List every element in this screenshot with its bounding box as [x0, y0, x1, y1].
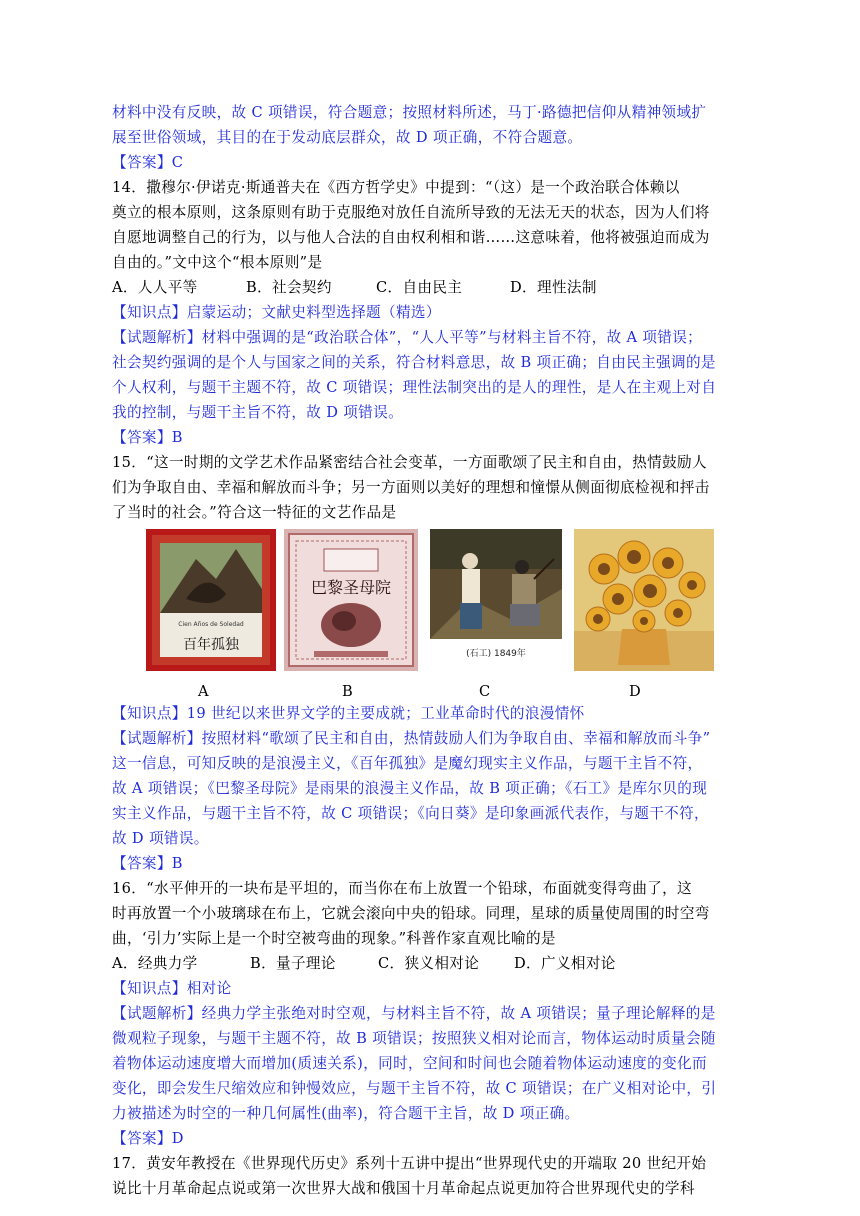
q16-stem-line: 时再放置一个小玻璃球在布上，它就会滚向中央的铅球。同理，星球的质量使周围的时空弯	[112, 905, 710, 922]
q16-option-c[interactable]: C．狭义相对论	[378, 955, 480, 972]
q14-knowledge: 【知识点】启蒙运动；文献史料型选择题（精选）	[112, 304, 441, 321]
q14-option-b[interactable]: B．社会契约	[246, 279, 332, 296]
q14-analysis-line: 我的控制，与题干主旨不符，故 D 项错误。	[112, 404, 404, 421]
q15-analysis-line: 故 A 项错误；《巴黎圣母院》是雨果的浪漫主义作品，故 B 项正确；《石工》是库尔贝的现	[112, 780, 708, 797]
q14-analysis-line: 【试题解析】材料中强调的是“政治联合体”，“人人平等”与材料主旨不符，故 A 项错误；	[112, 329, 703, 346]
q14-analysis-line: 个人权利，与题干主题不符，故 C 项错误；理性法制突出的是人的理性，是人在主观上对自	[112, 379, 717, 396]
q15-image-label-b: B	[342, 683, 353, 700]
q15-image-b-title: 巴黎圣母院	[310, 578, 392, 597]
q15-stem-line: 了当时的社会。”符合这一特征的文艺作品是	[112, 504, 397, 521]
q16-stem-line: 16．“水平伸开的一块布是平坦的，而当你在布上放置一个铅球，布面就变得弯曲了，这	[112, 880, 693, 897]
q15-image-b[interactable]	[284, 529, 418, 671]
q15-analysis-line: 这一信息，可知反映的是浪漫主义，《百年孤独》是魔幻现实主义作品，与题干主旨不符，	[112, 755, 703, 772]
q16-analysis-line: 【试题解析】经典力学主张绝对时空观，与材料主旨不符，故 A 项错误；量子理论解释的是	[112, 1005, 716, 1022]
q16-option-a[interactable]: A．经典力学	[112, 955, 198, 972]
q15-analysis-line: 实主义作品，与题干主旨不符，故 C 项错误；《向日葵》是印象画派代表作，与题干不符，	[112, 805, 710, 822]
q17-stem-line: 17．黄安年教授在《世界现代历史》系列十五讲中提出“世界现代史的开端取 20 世纪开始	[112, 1155, 707, 1172]
q15-image-a-title: 百年孤独	[183, 637, 239, 653]
q17-stem-line: 说比十月革命起点说或第一次世界大战和俄国十月革命起点说更加符合世界现代史的学科	[112, 1180, 695, 1197]
q14-stem-line: 自愿地调整自己的行为，以与他人合法的自由权利相和谐……这意味着，他将被强迫而成为	[112, 229, 710, 246]
q16-analysis-line: 变化，即会发生尺缩效应和钟慢效应，与题干主旨不符，故 C 项错误；在广义相对论中，引	[112, 1080, 717, 1097]
q14-stem-line: 14．撒穆尔·伊诺克·斯通普夫在《西方哲学史》中提到：“（这）是一个政治联合体赖以	[112, 179, 680, 196]
q15-image-row	[112, 529, 752, 679]
q16-analysis-line: 力被描述为时空的一种几何属性(曲率)，符合题干主旨，故 D 项正确。	[112, 1105, 580, 1122]
q13-analysis-line: 展至世俗领域，其目的在于发动底层群众，故 D 项正确，不符合题意。	[112, 129, 583, 146]
q15-image-c-caption: (石工) 1849年	[466, 649, 526, 659]
q16-analysis-line: 微观粒子现象，与题干主题不符，故 B 项错误；按照狭义相对论而言，物体运动时质量会随	[112, 1030, 716, 1047]
q16-analysis-line: 着物体运动速度增大而增加(质速关系)，同时，空间和时间也会随着物体运动速度的变化而	[112, 1055, 707, 1072]
q14-analysis-line: 社会契约强调的是个人与国家之间的关系，符合材料意思，故 B 项正确；自由民主强调的是	[112, 354, 716, 371]
q16-options	[112, 951, 752, 976]
q16-option-b[interactable]: B．量子理论	[250, 955, 336, 972]
q14-option-a[interactable]: A．人人平等	[112, 279, 198, 296]
q14-answer: 【答案】B	[112, 429, 183, 446]
q15-image-d[interactable]	[574, 529, 714, 671]
document-page	[112, 100, 752, 1201]
q15-image-a[interactable]	[146, 529, 276, 671]
q15-image-labels	[112, 679, 752, 701]
q15-analysis-line: 故 D 项错误。	[112, 830, 209, 847]
q16-knowledge: 【知识点】相对论	[112, 980, 232, 997]
q15-stem-line: 们为争取自由、幸福和解放而斗争；另一方面则以美好的理想和憧憬从侧面彻底检视和抨击	[112, 479, 710, 496]
q16-answer: 【答案】D	[112, 1130, 184, 1147]
q14-options	[112, 275, 752, 300]
q15-analysis-line: 【试题解析】按照材料“歌颂了民主和自由，热情鼓励人们为争取自由、幸福和解放而斗争”	[112, 730, 711, 747]
q14-stem-line: 自由的。”文中这个“根本原则”是	[112, 254, 323, 271]
q15-answer: 【答案】B	[112, 855, 183, 872]
q13-analysis-line: 材料中没有反映，故 C 项错误，符合题意；按照材料所述，马丁·路德把信仰从精神领域扩	[112, 104, 707, 121]
q15-image-c[interactable]	[430, 529, 562, 665]
q15-stem-line: 15．“这一时期的文学艺术作品紧密结合社会变革，一方面歌颂了民主和自由，热情鼓励人	[112, 454, 707, 471]
q14-option-d[interactable]: D．理性法制	[510, 279, 597, 296]
q14-option-c[interactable]: C．自由民主	[376, 279, 463, 296]
q16-option-d[interactable]: D．广义相对论	[514, 955, 616, 972]
q14-stem-line: 奠立的根本原则，这条原则有助于克服绝对放任自流所导致的无法无天的状态，因为人们将	[112, 204, 710, 221]
q15-knowledge: 【知识点】19 世纪以来世界文学的主要成就；工业革命时代的浪漫情怀	[112, 705, 585, 722]
q15-image-a-subtitle: Cien Años de Soledad	[178, 621, 244, 628]
q16-stem-line: 曲，‘引力’实际上是一个时空被弯曲的现象。”科普作家直观比喻的是	[112, 930, 556, 947]
q15-image-label-d: D	[629, 683, 641, 700]
q13-answer: 【答案】C	[112, 154, 184, 171]
q15-image-label-a: A	[198, 683, 209, 700]
q15-image-label-c: C	[479, 683, 491, 700]
